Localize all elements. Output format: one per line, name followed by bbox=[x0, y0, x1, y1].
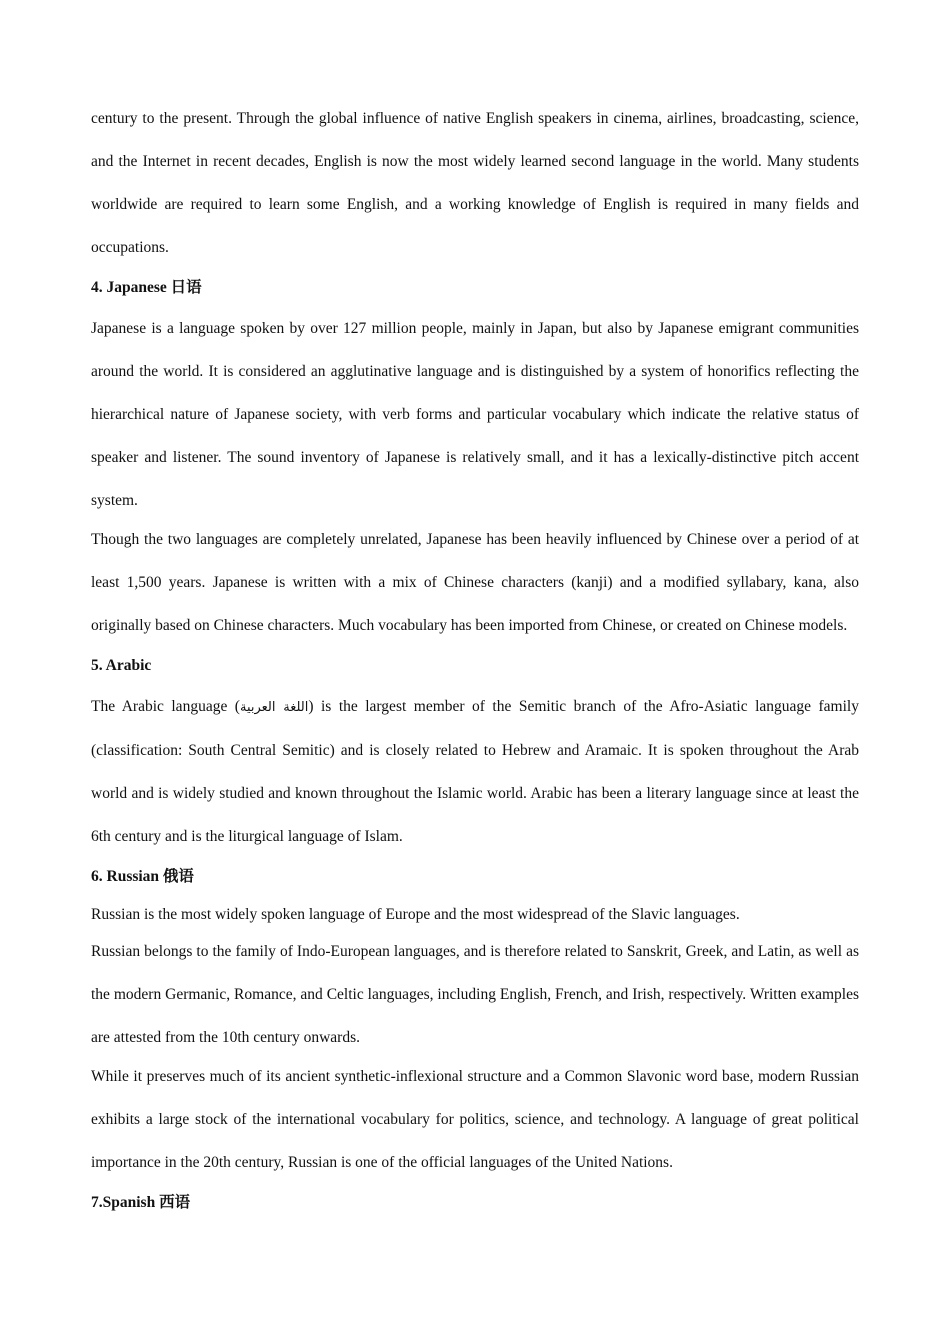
russian-paragraph-2: Russian belongs to the family of Indo-European languages, and is therefore related to Sanskrit, Greek, and Latin, as well as the modern Germanic, Romance, and Celtic languages, including English, French, and Irish, respectively. Written examples are attested from the 10th century onwards. bbox=[91, 943, 859, 1046]
japanese-heading: 4. Japanese 日语 bbox=[91, 279, 202, 296]
spanish-heading: 7.Spanish 西语 bbox=[91, 1194, 191, 1211]
arabic-heading: 5. Arabic bbox=[91, 657, 152, 674]
japanese-paragraph-2: Though the two languages are completely unrelated, Japanese has been heavily influenced by Chinese over a period of at least 1,500 years. Japanese is written with a mix of Chinese characters (kanji) and a modified syllabary, kana, also originally based on Chinese characters. Much vocabulary has been imported from Chinese, or created on Chinese models. bbox=[91, 531, 859, 634]
arabic-script: اللغة العربية bbox=[239, 700, 309, 715]
arabic-text-after: ) is the largest member of the Semitic branch of the Afro-Asiatic language family (classification: South Central Semitic) and is closely related to Hebrew and Aramaic. It is spoken throughout the Arab world and is widely studied and known throughout the Islamic world. Arabic has been a literary language since at least the 6th century and is the liturgical language of Islam. bbox=[91, 698, 859, 845]
russian-paragraph-1: Russian is the most widely spoken language of Europe and the most widespread of the Slavic languages. bbox=[91, 906, 740, 923]
japanese-paragraph-1: Japanese is a language spoken by over 127 million people, mainly in Japan, but also by Japanese emigrant communities around the world. It is considered an agglutinative language and is distinguished by a system of honorifics reflecting the hierarchical nature of Japanese society, with verb forms and particular vocabulary which indicate the relative status of speaker and listener. The sound inventory of Japanese is relatively small, and it has a lexically-distinctive pitch accent system. bbox=[91, 320, 859, 509]
arabic-text-before: The Arabic language ( bbox=[91, 698, 240, 715]
document-page bbox=[91, 97, 859, 1222]
russian-paragraph-3: While it preserves much of its ancient synthetic-inflexional structure and a Common Slavonic word base, modern Russian exhibits a large stock of the international vocabulary for politics, science, and technology. A language of great political importance in the 20th century, Russian is one of the official languages of the United Nations. bbox=[91, 1068, 859, 1171]
arabic-paragraph bbox=[91, 685, 859, 858]
russian-heading: 6. Russian 俄语 bbox=[91, 868, 194, 885]
english-paragraph: century to the present. Through the global influence of native English speakers in cinema, airlines, broadcasting, science, and the Internet in recent decades, English is now the most widely learned second language in the world. Many students worldwide are required to learn some English, and a working knowledge of English is required in many fields and occupations. bbox=[91, 110, 859, 256]
